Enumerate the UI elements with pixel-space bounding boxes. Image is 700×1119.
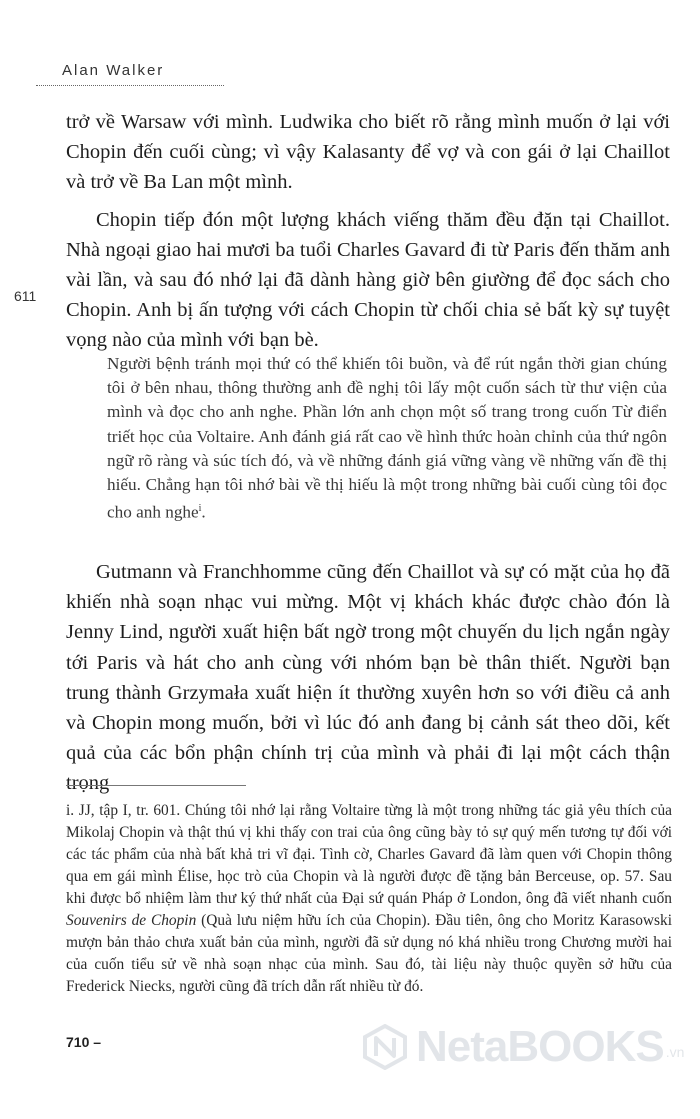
footnote-text-part1: i. JJ, tập I, tr. 601. Chúng tôi nhớ lại rằng Voltaire từng là một trong những tác giả yêu thích của Mikolaj Chopin và thật thú vị khi thấy con trai của ông cũng bày tỏ sự quý mến tương tự đối với các tác phẩm của nhà bất khả tri vĩ đại. Tình cờ, Charles Gavard đã làm quen với Chopin thông qua em gái mình Élise, học trò của Chopin và là người được đề tặng bản Berceuse, op. 57. Sau khi được bổ nhiệm làm thư ký thứ nhất của Đại sứ quán Pháp ở London, ông đã viết nhanh cuốn [66, 802, 672, 907]
header-rule [36, 85, 224, 86]
watermark-text: NetaBOOKS [416, 1022, 664, 1071]
paragraph-2: Chopin tiếp đón một lượng khách viếng thăm đều đặn tại Chaillot. Nhà ngoại giao hai mươi ba tuổi Charles Gavard đi từ Paris đến thăm anh vài lần, và sau đó nhớ lại đã dành hàng giờ bên giường để đọc sách cho Chopin. Anh bị ấn tượng với cách Chopin từ chối chia sẻ bất kỳ sự tuyệt vọng nào của mình với bạn bè. [66, 209, 670, 351]
margin-page-number: 611 [14, 288, 37, 304]
footnote-italic-title: Souvenirs de Chopin [66, 912, 197, 929]
page-number: 710 – [66, 1034, 102, 1050]
paragraph-1: trở về Warsaw với mình. Ludwika cho biết rõ rằng mình muốn ở lại với Chopin đến cuối cùng; vì vậy Kalasanty để vợ và con gái ở lại Chaillot và trở về Ba Lan một mình. [66, 111, 670, 193]
paragraph-3: Gutmann và Franchhomme cũng đến Chaillot và sự có mặt của họ đã khiến nhà soạn nhạc vui mừng. Một vị khách khác được chào đón là Jenny Lind, người xuất hiện bất ngờ trong một chuyến du lịch ngắn ngày tới Paris và hát cho anh cùng với nhóm bạn bè thân thiết. Người bạn trung thành Grzymała xuất hiện ít thường xuyên hơn so với điều cả anh và Chopin mong muốn, bởi vì lúc đó anh đang bị cảnh sát theo dõi, kết quả của các bổn phận chính trị của mình và phải đi lại một cách thận trọng [66, 561, 670, 795]
n-logo-icon [362, 1024, 408, 1070]
block-quote-text: Người bệnh tránh mọi thứ có thể khiến tôi buồn, và để rút ngắn thời gian chúng tôi ở bên nhau, thông thường anh đề nghị tôi lấy một cuốn sách từ thư viện của mình và đọc cho anh nghe. Phần lớn anh chọn một số trang trong cuốn Từ điển triết học của Voltaire. Anh đánh giá rất cao về hình thức hoàn chỉnh của thứ ngôn ngữ rõ ràng và súc tích đó, và về những đánh giá vững vàng về những vấn đề thị hiếu. Chẳng hạn tôi nhớ bài về thị hiếu là một trong những bài cuối cùng tôi đọc cho anh nghe [107, 354, 667, 522]
watermark-suffix: .vn [665, 1044, 685, 1060]
footnote [66, 800, 672, 998]
running-head: Alan Walker [62, 62, 165, 79]
watermark [362, 1022, 684, 1072]
footnote-marker[interactable]: i [198, 503, 202, 515]
block-quote: Người bệnh tránh mọi thứ có thể khiến tôi buồn, và để rút ngắn thời gian chúng tôi ở bên nhau, thông thường anh đề nghị tôi lấy một cuốn sách từ thư viện của mình và đọc cho anh nghe. Phần lớn anh chọn một số trang trong cuốn Từ điển triết học của Voltaire. Anh đánh giá rất cao về hình thức hoàn chỉnh của thứ ngôn ngữ rõ ràng và súc tích đó, và về những đánh giá vững vàng về những vấn đề thị hiếu. Chẳng hạn tôi nhớ bài về thị hiếu là một trong những bài cuối cùng tôi đọc cho anh nghe$^i$. [107, 354, 667, 522]
body-text-top [66, 107, 670, 355]
body-text-bottom [66, 557, 670, 799]
footnote-rule [66, 785, 246, 786]
footnote-text-part2: (Quà lưu niệm hữu ích của Chopin). Đầu tiên, ông cho Moritz Karasowski mượn bản thảo chưa xuất bản của mình, người đã sử dụng nó khá nhiều trong Chương mười hai của cuốn tiểu sử về nhà soạn nhạc của mình. Sau đó, tài liệu này thuộc quyền sở hữu của Frederick Niecks, người cũng đã trích dẫn rất nhiều từ đó. [66, 912, 672, 995]
